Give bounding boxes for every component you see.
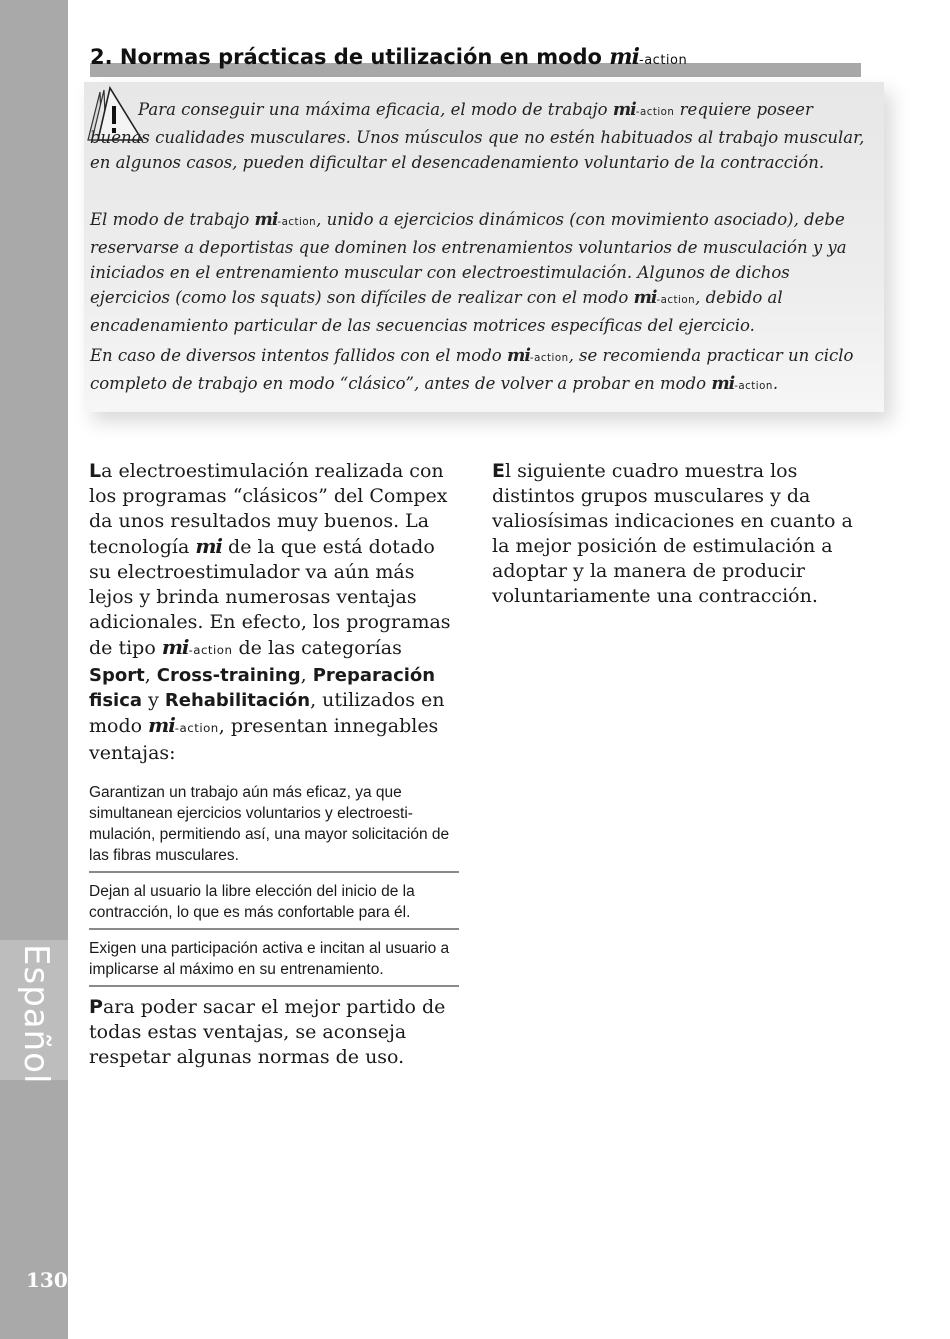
intro-paragraph xyxy=(89,459,459,766)
warning-paragraph-1 xyxy=(90,97,870,175)
mi-suffix: -action xyxy=(174,721,219,735)
warning-text: El modo de trabajo xyxy=(90,210,250,229)
mi-logo: mi xyxy=(148,713,175,737)
body-text: de la que está dotado su electroestimulador va aún más lejos y brinda numerosas ventajas adicionales. En efecto, los programas de tipo xyxy=(89,536,451,659)
mi-suffix: -action xyxy=(277,217,317,228)
warning-paragraph-2 xyxy=(90,207,870,338)
warning-text: , se recomienda practicar un ciclo completo de trabajo en modo “clásico”, antes de volver a probar en modo xyxy=(90,346,854,393)
section-title-text: 2. Normas prácticas de utilización en modo xyxy=(90,45,602,69)
right-column xyxy=(492,459,864,609)
left-column xyxy=(89,459,459,1070)
mi-suffix: -action xyxy=(639,53,688,68)
advantages-list xyxy=(89,782,459,987)
body-text: ara poder sacar el mejor partido de todas estas ventajas, se aconseja respetar algunas normas de uso. xyxy=(89,996,446,1068)
table-intro-paragraph xyxy=(492,459,864,609)
mi-logo: mi xyxy=(612,100,636,120)
mi-logo: mi xyxy=(633,288,657,308)
body-text: a electroestimulación realizada con los programas “clásicos” del Compex da unos resultados muy buenos. La tecnología xyxy=(89,460,448,558)
separator: , xyxy=(300,664,313,686)
category-sport: Sport xyxy=(89,665,145,686)
advantage-item: Exigen una participación activa e incitan al usuario a implicarse al máximo en su entrenamiento. xyxy=(89,938,459,987)
drop-cap: E xyxy=(492,460,505,482)
warning-text: requiere poseer buenas cualidades musculares. Unos músculos que no estén habituados al trabajo muscular, en algunos casos, pueden dificultar el desencadenamiento voluntario de la contracción. xyxy=(90,100,865,172)
warning-text: En caso de diversos intentos fallidos con el modo xyxy=(90,346,502,365)
body-text: l siguiente cuadro muestra los distintos grupos musculares y da valiosísimas indicaciones en cuanto a la mejor posición de estimulación a adoptar y la manera de producir voluntariamente una contracción. xyxy=(492,460,853,607)
warning-text: , unido a ejercicios dinámicos (con movimiento asociado), debe reservarse a deportistas que dominen los entrenamientos voluntarios de musculación y ya iniciados en el entrenamiento muscular con electroestimulación. Algunos de dichos ejercicios (como los squats) son difíciles de realizar con el modo xyxy=(90,210,847,307)
mi-logo: mi xyxy=(254,210,278,230)
mi-suffix: -action xyxy=(188,643,233,657)
mi-logo: mi xyxy=(195,534,222,558)
mi-suffix: -action xyxy=(529,353,569,364)
closing-paragraph xyxy=(89,995,459,1070)
category-preparacion: Preparación fisica xyxy=(89,665,436,711)
separator: , xyxy=(144,664,157,686)
mi-suffix: -action xyxy=(635,107,675,118)
conjunction: y xyxy=(142,689,165,711)
advantage-item: Garantizan un trabajo aún más eficaz, ya que simultanean ejercicios voluntarios y electroesti-mulación, permitiendo así, una mayor solicitación de las fibras musculares. xyxy=(89,782,459,873)
page-number: 130 xyxy=(26,1268,68,1292)
sidebar-strip xyxy=(0,0,68,1339)
language-label: Español xyxy=(16,944,56,1085)
warning-text: Para conseguir una máxima eficacia, el modo de trabajo xyxy=(138,100,608,119)
warning-text: . xyxy=(772,374,779,393)
mi-logo: mi xyxy=(507,346,530,366)
body-text: , utilizados en modo xyxy=(89,689,445,737)
category-cross-training: Cross-training xyxy=(156,665,301,686)
mi-logo: mi xyxy=(161,635,189,659)
mi-suffix: -action xyxy=(734,381,773,392)
mi-suffix: -action xyxy=(656,295,696,306)
drop-cap: P xyxy=(89,996,103,1018)
section-title xyxy=(90,44,860,72)
body-text: de las categorías xyxy=(238,637,402,659)
drop-cap: L xyxy=(89,460,102,482)
advantage-item: Dejan al usuario la libre elección del inicio de la contracción, lo que es más confortable para él. xyxy=(89,881,459,930)
mi-logo: mi xyxy=(609,44,639,70)
mi-logo: mi xyxy=(711,374,735,394)
category-rehabilitacion: Rehabilitación xyxy=(164,690,311,711)
body-text: , presentan innegables ventajas: xyxy=(89,715,439,764)
warning-paragraph-3 xyxy=(90,343,870,399)
warning-text: , debido al encadenamiento particular de las secuencias motrices específicas del ejercicio. xyxy=(90,288,783,335)
